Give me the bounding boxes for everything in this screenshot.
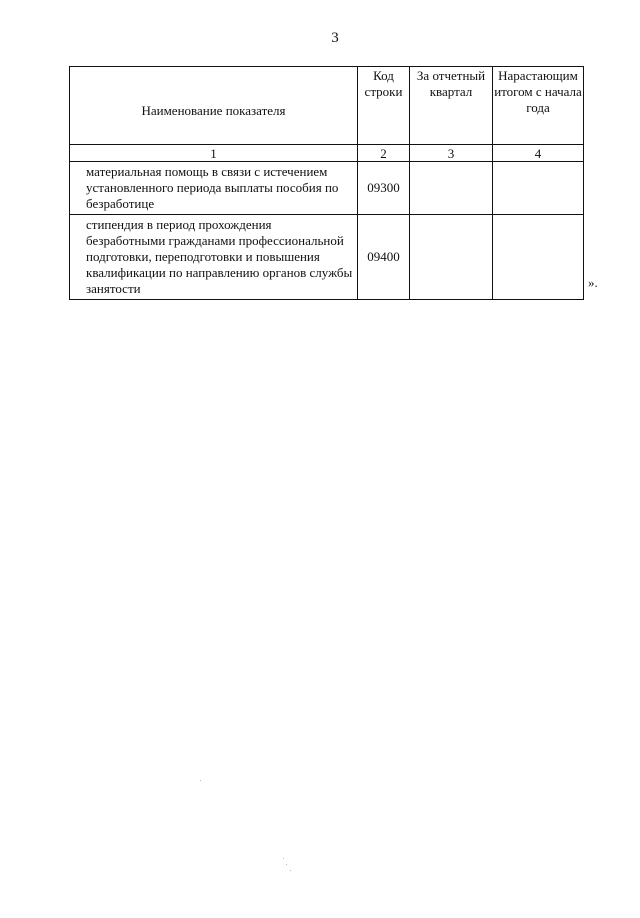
scan-speck bbox=[283, 858, 284, 859]
header-reporting-quarter: За отчетный квартал bbox=[410, 67, 493, 145]
row-cumulative-value bbox=[493, 162, 584, 215]
row-quarter-value bbox=[410, 162, 493, 215]
header-line-code: Код строки bbox=[358, 67, 410, 145]
scan-speck bbox=[290, 870, 291, 871]
column-number: 3 bbox=[410, 145, 493, 162]
table-row bbox=[70, 162, 584, 215]
header-indicator-name: Наименование показателя bbox=[70, 67, 358, 145]
table-row bbox=[70, 215, 584, 300]
closing-quote: ». bbox=[588, 275, 598, 290]
column-number: 1 bbox=[70, 145, 358, 162]
row-line-code: 09300 bbox=[358, 162, 410, 215]
column-number: 2 bbox=[358, 145, 410, 162]
column-number-row bbox=[70, 145, 584, 162]
column-number: 4 bbox=[493, 145, 584, 162]
scan-speck bbox=[286, 864, 287, 865]
scan-speck bbox=[200, 780, 201, 781]
page-number: 3 bbox=[331, 30, 339, 46]
row-cumulative-value bbox=[493, 215, 584, 300]
row-line-code: 09400 bbox=[358, 215, 410, 300]
row-indicator-name: стипендия в период прохождения безработными гражданами профессиональной подготовки, переподготовки и повышения квалификации по направлению органов службы занятости bbox=[70, 215, 358, 300]
report-table bbox=[69, 66, 584, 300]
table-header-row bbox=[70, 67, 584, 145]
row-quarter-value bbox=[410, 215, 493, 300]
row-indicator-name: материальная помощь в связи с истечением установленного периода выплаты пособия по безработице bbox=[70, 162, 358, 215]
header-cumulative-total: Нарастающим итогом с начала года bbox=[493, 67, 584, 145]
